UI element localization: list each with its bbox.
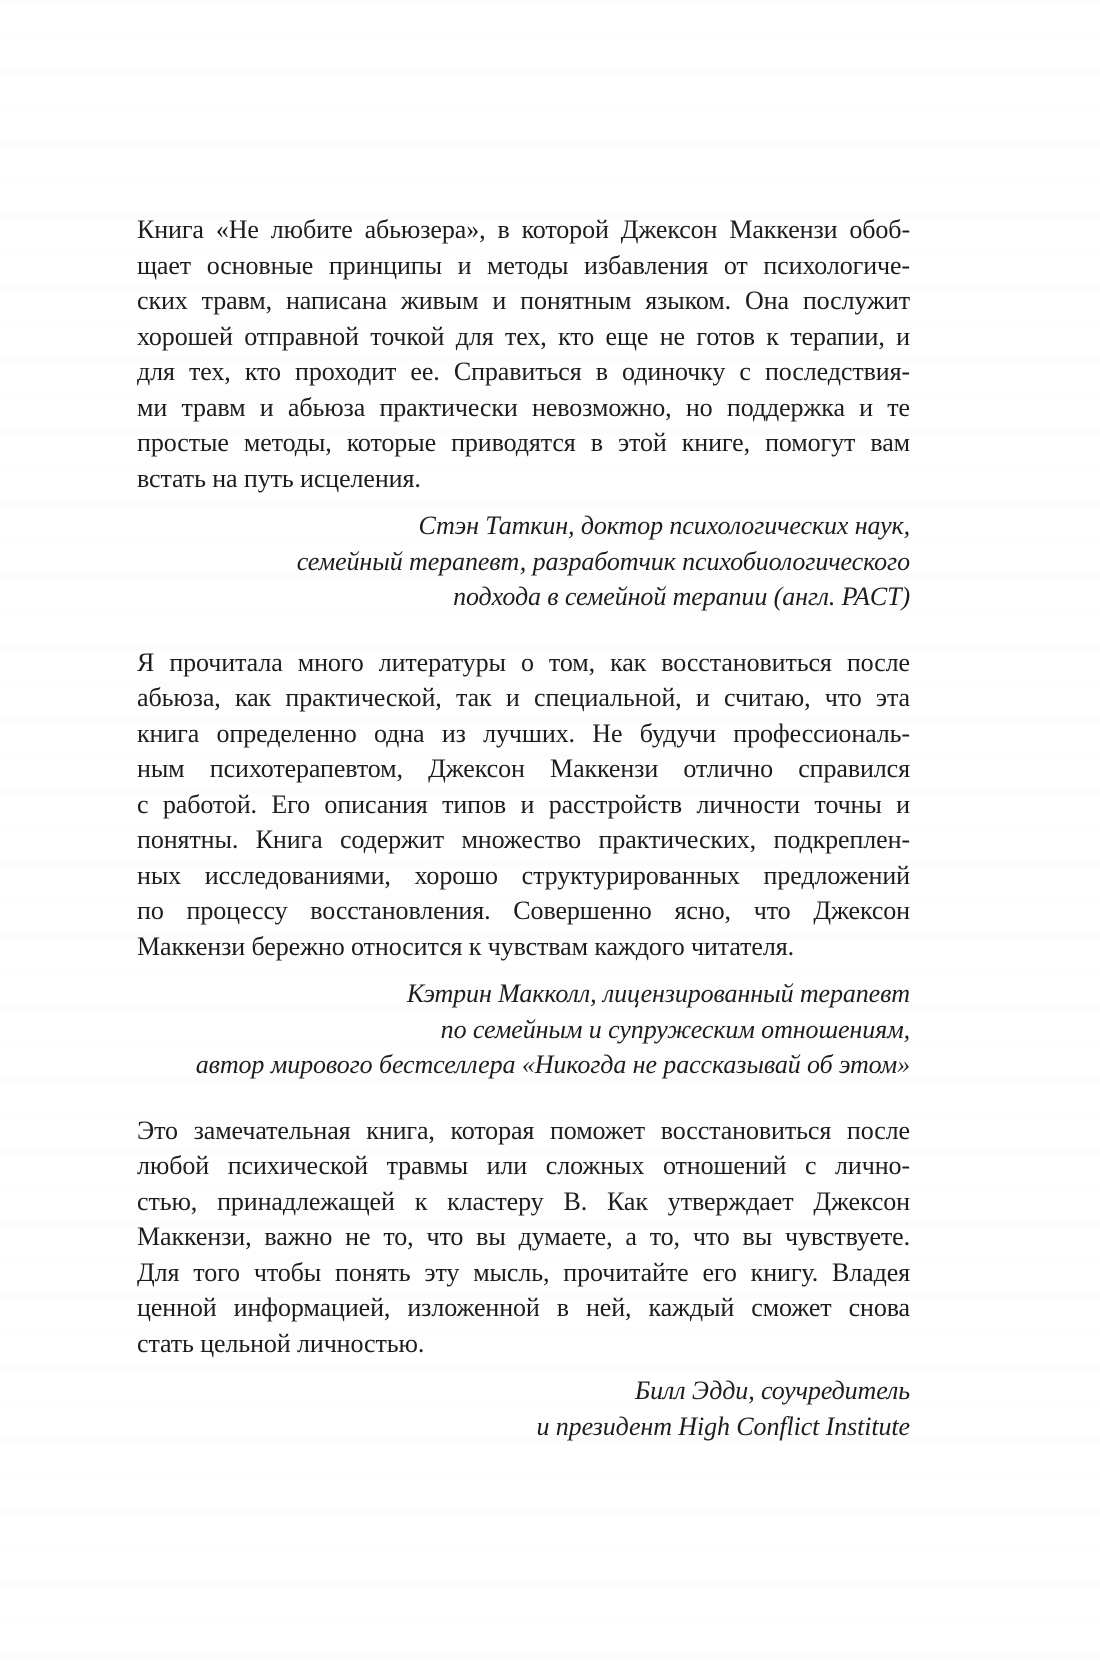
text-line: Я прочитала много литературы о том, как восстановиться после bbox=[137, 647, 910, 677]
page-text-block bbox=[137, 212, 910, 1444]
review-paragraph bbox=[137, 1113, 910, 1362]
text-line: по процессу восстановления. Совершенно ясно, что Джексон bbox=[137, 896, 910, 925]
text-line: Маккензи бережно относится к чувствам каждого читателя. bbox=[137, 931, 794, 961]
text-line: абьюза, как практической, так и специальной, и считаю, что эта bbox=[137, 683, 910, 712]
text-line: стью, принадлежащей к кластеру В. Как утверждает Джексон bbox=[137, 1186, 910, 1216]
review-paragraph bbox=[137, 212, 910, 496]
text-line: ценной информацией, изложенной в ней, каждый сможет снова bbox=[137, 1293, 910, 1322]
review-paragraph bbox=[137, 645, 910, 965]
text-line: ских травм, написана живым и понятным языком. Она послужит bbox=[137, 286, 910, 315]
attribution-line: автор мирового бестселлера «Никогда не рассказывай об этом» bbox=[195, 1050, 910, 1079]
text-line: ми травм и абьюза практически невозможно, но поддержка и те bbox=[137, 392, 910, 422]
attribution-line: Кэтрин Макколл, лицензированный терапевт bbox=[406, 979, 910, 1008]
attribution-line: по семейным и супружеским отношениям, bbox=[440, 1014, 910, 1044]
attribution-line: и президент High Conflict Institute bbox=[536, 1411, 910, 1441]
text-line: Для того чтобы понять эту мысль, прочитайте его книгу. Владея bbox=[137, 1257, 910, 1287]
text-line: простые методы, которые приводятся в этой книге, помогут вам bbox=[137, 428, 910, 457]
attribution-line: Стэн Таткин, доктор психологических наук, bbox=[418, 511, 910, 540]
text-line: любой психической травмы или сложных отношений с лично- bbox=[137, 1151, 910, 1180]
text-line: с работой. Его описания типов и расстройств личности точны и bbox=[137, 789, 910, 819]
review-attribution bbox=[137, 976, 910, 1083]
attribution-line: Билл Эдди, соучредитель bbox=[634, 1376, 910, 1405]
text-line: хорошей отправной точкой для тех, кто еще не готов к терапии, и bbox=[137, 321, 910, 351]
review-block-2 bbox=[137, 645, 910, 1083]
text-line: книга определенно одна из лучших. Не будучи профессиональ- bbox=[137, 718, 910, 748]
review-block-1 bbox=[137, 212, 910, 615]
text-line: понятны. Книга содержит множество практических, подкреплен- bbox=[137, 825, 910, 854]
text-line: стать цельной личностью. bbox=[137, 1328, 425, 1358]
text-line: ных исследованиями, хорошо структурированных предложений bbox=[137, 860, 910, 890]
review-attribution bbox=[137, 508, 910, 615]
text-line: встать на путь исцеления. bbox=[137, 463, 421, 493]
review-attribution bbox=[137, 1373, 910, 1444]
text-line: ным психотерапевтом, Джексон Маккензи отлично справился bbox=[137, 754, 910, 783]
text-line: Книга «Не любите абьюзера», в которой Джексон Маккензи обоб- bbox=[137, 215, 910, 244]
text-line: щает основные принципы и методы избавления от психологиче- bbox=[137, 250, 910, 280]
text-line: Это замечательная книга, которая поможет восстановиться после bbox=[137, 1115, 910, 1145]
text-line: Маккензи, важно не то, что вы думаете, а то, что вы чувствуете. bbox=[137, 1222, 910, 1251]
review-block-3 bbox=[137, 1113, 910, 1445]
attribution-line: семейный терапевт, разработчик психобиологического bbox=[296, 546, 910, 576]
text-line: для тех, кто проходит ее. Справиться в одиночку с последствия- bbox=[137, 357, 910, 386]
attribution-line: подхода в семейной терапии (англ. PACT) bbox=[453, 582, 910, 611]
